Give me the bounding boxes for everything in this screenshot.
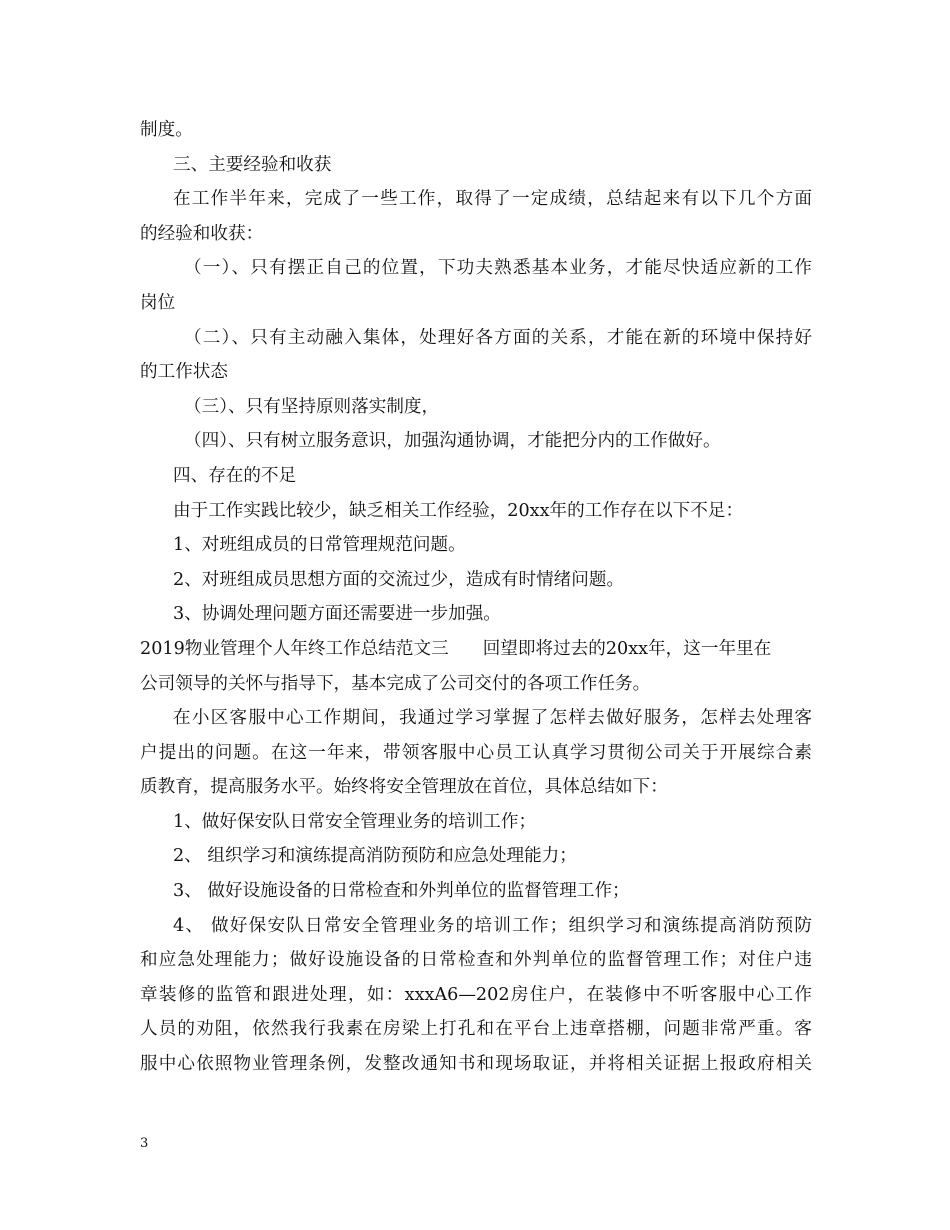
- text-line: （二）、只有主动融入集体，处理好各方面的关系，才能在新的环境中保持好: [184, 327, 812, 348]
- text-line: 在工作半年来，完成了一些工作，取得了一定成绩，总结起来有以下几个方面: [173, 189, 812, 210]
- text-line: 由于工作实践比较少，缺乏相关工作经验，20xx年的工作存在以下不足：: [173, 500, 744, 521]
- text-line: 和应急处理能力；做好设施设备的日常检查和外判单位的监督管理工作；对住户违: [140, 950, 812, 971]
- text-line: （三）、只有坚持原则落实制度，: [184, 396, 440, 417]
- text-line: （一）、只有摆正自己的位置，下功夫熟悉基本业务，才能尽快适应新的工作: [184, 258, 812, 279]
- article-title-line: [140, 632, 812, 667]
- text-segment: 回望即将过去的20xx年，这一年里在: [482, 638, 772, 659]
- text-line: 制度。: [140, 120, 193, 140]
- text-line: 户提出的问题。在这一年来，带领客服中心员工认真学习贯彻公司关于开展综合素: [140, 742, 812, 763]
- article-title: 2019物业管理个人年终工作总结范文三: [140, 638, 449, 659]
- text-line: 岗位: [140, 292, 176, 313]
- section-heading: 四、存在的不足: [173, 465, 297, 486]
- list-item: 4、 做好保安队日常安全管理业务的培训工作；组织学习和演练提高消防预防: [173, 915, 812, 936]
- section-heading: 三、主要经验和收获: [173, 154, 332, 175]
- list-item: 3、协调处理问题方面还需要进一步加强。: [173, 604, 501, 625]
- list-item: 1、做好保安队日常安全管理业务的培训工作；: [173, 811, 537, 832]
- text-line: 的经验和收获：: [140, 223, 264, 244]
- list-item: 1、对班组成员的日常管理规范问题。: [173, 535, 466, 556]
- list-item: 2、对班组成员思想方面的交流过少，造成有时情绪问题。: [173, 569, 625, 590]
- text-line: 公司领导的关怀与指导下，基本完成了公司交付的各项工作任务。: [140, 673, 651, 694]
- text-line: 的工作状态: [140, 362, 228, 383]
- text-line: 质教育，提高服务水平。始终将安全管理放在首位，具体总结如下：: [140, 777, 668, 798]
- list-item: 2、 组织学习和演练提高消防预防和应急处理能力；: [173, 846, 577, 867]
- text-line: 章装修的监管和跟进处理，如：xxxA6—202房住户，在装修中不听客服中心工作: [140, 984, 812, 1005]
- list-item: 3、 做好设施设备的日常检查和外判单位的监督管理工作；: [173, 881, 630, 902]
- text-line: 服中心依照物业管理条例，发整改通知书和现场取证，并将相关证据上报政府相关: [140, 1054, 812, 1075]
- text-line: 在小区客服中心工作期间，我通过学习掌握了怎样去做好服务，怎样去处理客: [173, 708, 812, 729]
- text-line: 人员的劝阻，依然我行我素在房梁上打孔和在平台上违章搭棚，问题非常严重。客: [140, 1019, 812, 1040]
- text-line: （四）、只有树立服务意识，加强沟通协调，才能把分内的工作做好。: [184, 431, 721, 452]
- document-body: [140, 113, 812, 1082]
- page-number: 3: [140, 1136, 149, 1151]
